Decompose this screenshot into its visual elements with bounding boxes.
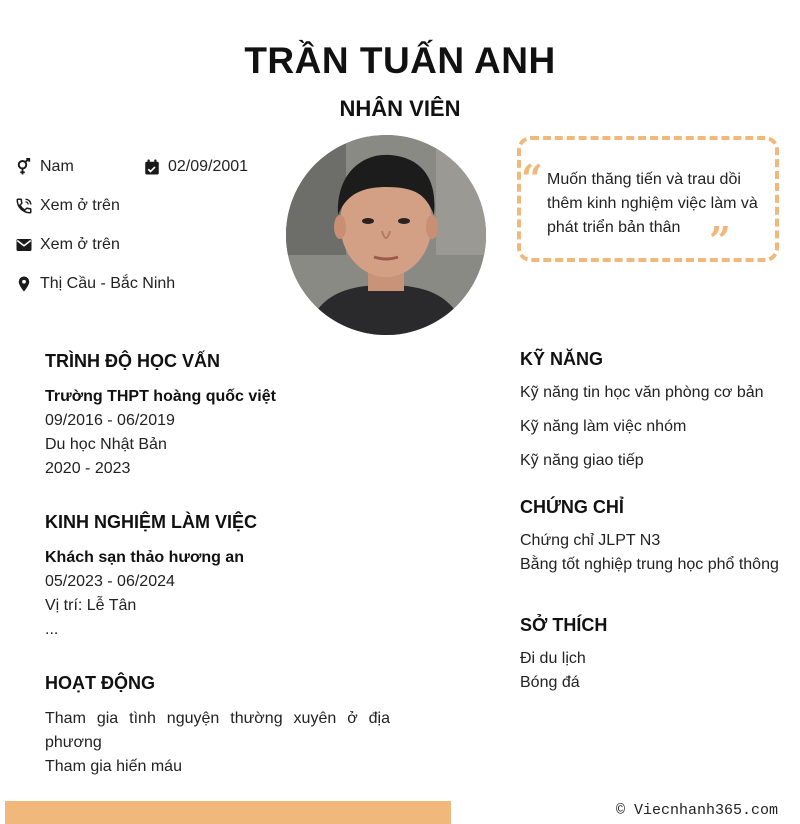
education-line: 09/2016 - 06/2019	[45, 412, 175, 429]
experience-line: Vị trí: Lễ Tân	[45, 597, 137, 614]
education-school: Trường THPT hoàng quốc việt	[45, 388, 276, 405]
envelope-icon	[14, 235, 34, 255]
experience-line: 05/2023 - 06/2024	[45, 573, 175, 590]
education-title: TRÌNH ĐỘ HỌC VẤN	[45, 351, 220, 371]
skills-title: KỸ NĂNG	[520, 349, 604, 369]
resume-position: NHÂN VIÊN	[339, 96, 461, 121]
quote-close-icon: ”	[709, 218, 731, 263]
activity-item: Tham gia hiến máu	[45, 758, 182, 775]
education-line: Du học Nhật Bản	[45, 436, 167, 453]
contact-email	[14, 235, 120, 255]
activities-title: HOẠT ĐỘNG	[45, 673, 155, 693]
certificate-item: Chứng chỉ JLPT N3	[520, 532, 661, 549]
contact-birthday	[142, 157, 248, 177]
hobby-item: Bóng đá	[520, 674, 580, 691]
profile-photo	[286, 135, 486, 335]
email-value: Xem ở trên	[40, 236, 120, 253]
contact-phone	[14, 196, 120, 216]
gender-value: Nam	[40, 158, 74, 175]
phone-value: Xem ở trên	[40, 197, 120, 214]
calendar-icon	[142, 157, 162, 177]
gender-icon	[14, 157, 34, 177]
birthday-value: 02/09/2001	[168, 158, 249, 175]
skill-item: Kỹ năng giao tiếp	[520, 452, 644, 469]
map-pin-icon	[14, 274, 34, 294]
contact-gender	[14, 157, 74, 177]
address-value: Thị Cầu - Bắc Ninh	[40, 275, 176, 292]
skill-item: Kỹ năng tin học văn phòng cơ bản	[520, 384, 764, 401]
objective-box	[517, 136, 779, 262]
contact-address	[14, 274, 175, 294]
education-line: 2020 - 2023	[45, 460, 131, 477]
phone-icon	[14, 196, 34, 216]
hobbies-title: SỞ THÍCH	[520, 615, 608, 635]
experience-company: Khách sạn thảo hương an	[45, 549, 244, 566]
certificates-title: CHỨNG CHỈ	[520, 497, 624, 517]
quote-open-icon: “	[521, 156, 543, 201]
hobby-item: Đi du lịch	[520, 650, 586, 667]
resume-name: TRẦN TUẤN ANH	[244, 40, 556, 81]
certificate-item: Bằng tốt nghiệp trung học phổ thông	[520, 556, 779, 573]
experience-title: KINH NGHIỆM LÀM VIỆC	[45, 512, 258, 532]
footer-copyright: © Viecnhanh365.com	[615, 802, 778, 819]
skill-item: Kỹ năng làm việc nhóm	[520, 418, 687, 435]
objective-text: Muốn thăng tiến và trau dồi thêm kinh nghiệm việc làm và phát triển bản thân	[547, 171, 758, 236]
footer-accent-bar	[5, 801, 451, 824]
experience-line: ...	[45, 621, 59, 638]
activity-item: Tham gia tình nguyện thường xuyên ở địa phương	[45, 710, 390, 751]
